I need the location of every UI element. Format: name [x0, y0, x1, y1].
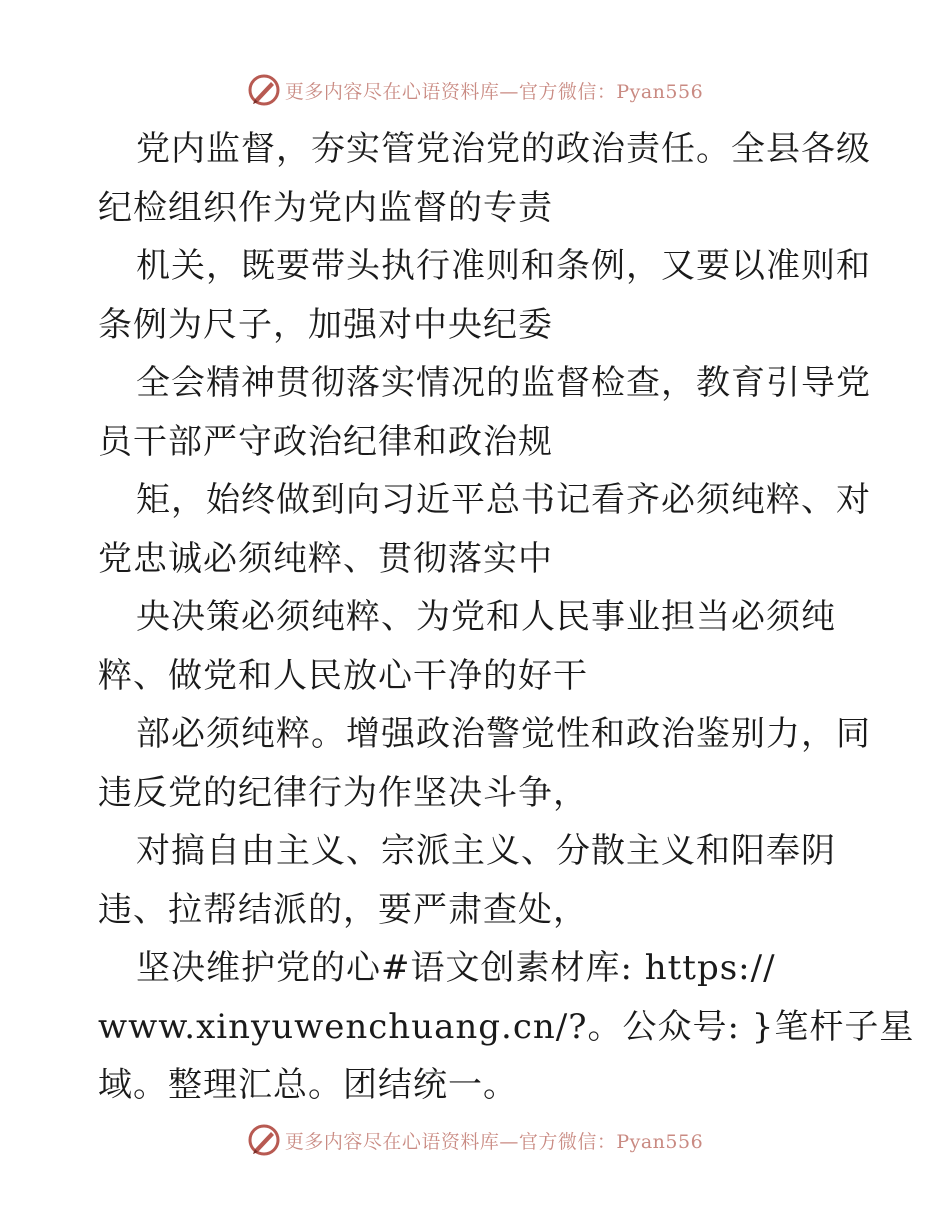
text-line: 员干部严守政治纪律和政治规: [98, 421, 553, 462]
header-banner-text: 更多内容尽在心语资料库—官方微信：Pyan556: [284, 80, 704, 103]
footer-banner: [0, 1120, 950, 1160]
text-line: www.xinyuwenchuang.cn/?。公众号: }笔杆子星: [98, 1006, 915, 1047]
text-line: 域。整理汇总。团结统一。: [98, 1065, 518, 1105]
text-line: 部必须纯粹。增强政治警觉性和政治鉴别力，同: [136, 714, 871, 754]
document-body: [98, 120, 915, 1115]
text-line: 党内监督，夯实管党治党的政治责任。全县各级: [136, 129, 871, 169]
text-line: 粹、做党和人民放心干净的好干: [98, 655, 588, 696]
text-line: 党忠诚必须纯粹、贯彻落实中: [98, 538, 553, 579]
text-line: 机关，既要带头执行准则和条例，又要以准则和: [136, 246, 871, 286]
text-line: 纪检组织作为党内监督的专责: [98, 187, 553, 228]
pen-logo-icon: [247, 73, 281, 107]
text-line: 条例为尺子，加强对中央纪委: [98, 304, 553, 345]
pen-logo-icon: [247, 1123, 281, 1157]
footer-banner-text: 更多内容尽在心语资料库—官方微信：Pyan556: [284, 1130, 704, 1153]
text-line: 坚决维护党的心#语文创素材库: https://: [136, 948, 776, 988]
text-line: 违反党的纪律行为作坚决斗争，: [98, 772, 588, 813]
text-line: 矩，始终做到向习近平总书记看齐必须纯粹、对: [136, 480, 871, 520]
text-line: 央决策必须纯粹、为党和人民事业担当必须纯: [136, 597, 836, 637]
text-line: 全会精神贯彻落实情况的监督检查，教育引导党: [136, 363, 871, 403]
text-line: 违、拉帮结派的，要严肃查处，: [98, 889, 588, 930]
text-line: 对搞自由主义、宗派主义、分散主义和阳奉阴: [136, 831, 836, 871]
header-banner: [0, 70, 950, 110]
